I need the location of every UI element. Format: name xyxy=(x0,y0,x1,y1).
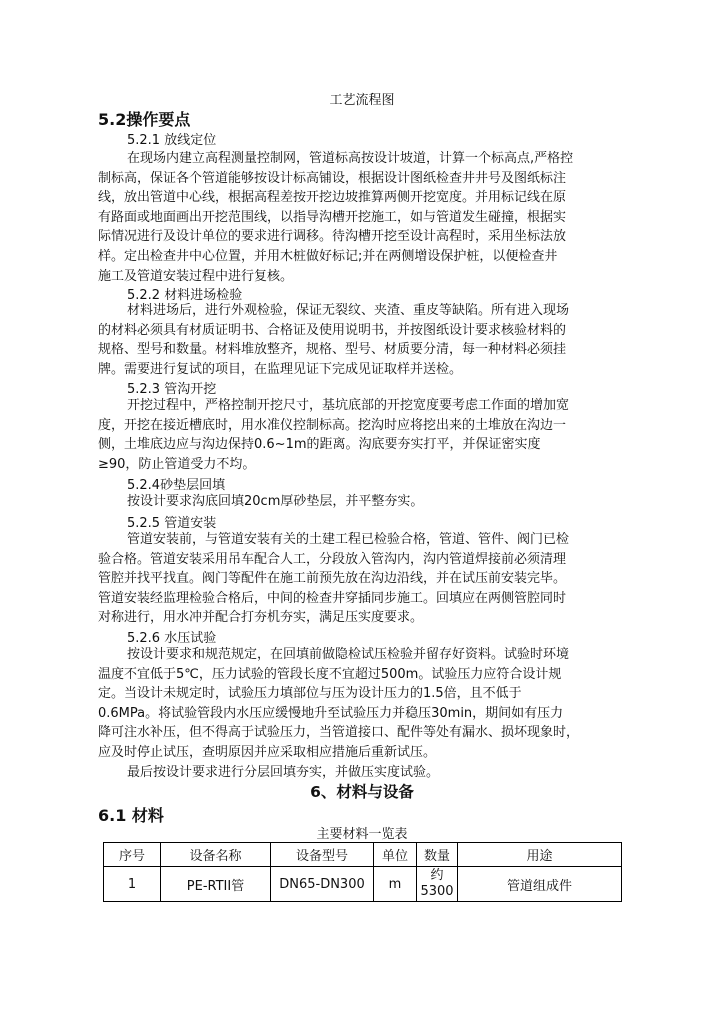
cell-use: 管道组成件 xyxy=(458,867,622,902)
subsection-title-5-2-2: 5.2.2 材料进场检验 xyxy=(127,288,243,303)
header-cell-name: 设备名称 xyxy=(161,843,271,867)
subsection-title-5-2-4: 5.2.4砂垫层回填 xyxy=(127,478,226,493)
text-line: 最后按设计要求进行分层回填夯实，并做压实度试验。 xyxy=(127,764,440,780)
text-line: 规格、型号和数量。材料堆放整齐，规格、型号、材质要分清，每一种材料必须挂 xyxy=(98,342,567,358)
text-line: 0.6MPa。将试验管段内水压应缓慢地升至试验压力并稳压30min，期间如有压力 xyxy=(98,705,564,721)
text-line: 管腔并找平找直。阀门等配件在施工前预先放在沟边沿线，并在试压前安装完毕。 xyxy=(98,571,567,587)
header-cell-no: 序号 xyxy=(104,843,161,867)
cell-name: PE-RTII管 xyxy=(161,867,271,902)
text-line: 验合格。管道安装采用吊车配合人工，分段放入管沟内，沟内管道焊接前必须清理 xyxy=(98,551,567,567)
figure-caption: 工艺流程图 xyxy=(329,93,395,108)
header-cell-model: 设备型号 xyxy=(271,843,374,867)
text-line: 制标高，保证各个管道能够按设计标高铺设，根据设计图纸检查井井号及图纸标注 xyxy=(98,170,567,186)
text-line: ≥90，防止管道受力不均。 xyxy=(98,456,256,472)
text-line: 度，开挖在接近槽底时，用水准仪控制标高。挖沟时应将挖出来的土堆放在沟边一 xyxy=(98,417,567,433)
text-line: 对称进行，用水冲并配合打夯机夯实，满足压实度要求。 xyxy=(98,610,424,626)
cell-model: DN65-DN300 xyxy=(271,867,374,902)
text-line: 线，放出管道中心线，根据高程差按开挖边坡推算两侧开挖宽度。并用标记线在原 xyxy=(98,190,567,206)
text-line: 在现场内建立高程测量控制网，管道标高按设计坡道，计算一个标高点,严格控 xyxy=(127,151,574,166)
paragraph-5-2-3 xyxy=(98,396,628,474)
text-line: 样。定出检查井中心位置，并用木桩做好标记;并在两侧增设保护桩，以便检查井 xyxy=(98,248,558,264)
text-line: 的材料必须具有材质证明书、合格证及使用说明书，并按图纸设计要求核验材料的 xyxy=(98,322,567,338)
text-line: 开挖过程中，严格控制开挖尺寸，基坑底部的开挖宽度要考虑工作面的增加宽 xyxy=(127,398,570,413)
text-line: 按设计要求沟底回填20cm厚砂垫层，并平整夯实。 xyxy=(127,494,424,509)
section-heading-5-2: 5.2操作要点 xyxy=(98,110,191,129)
subsection-title-5-2-3: 5.2.3 管沟开挖 xyxy=(127,382,217,397)
qty-value: 5300 xyxy=(420,884,454,899)
table-title: 主要材料一览表 xyxy=(316,827,408,842)
text-line: 定。当设计未规定时，试验压力填部位与压为设计压力的1.5倍，且不低于 xyxy=(98,686,522,702)
header-cell-qty: 数量 xyxy=(417,843,458,867)
paragraph-5-2-1 xyxy=(98,149,628,286)
text-line: 牌。需要进行复试的项目，在监理见证下完成见证取样并送检。 xyxy=(98,361,463,377)
text-line: 侧，土堆底边应与沟边保持0.6~1m的距离。沟底要夯实打平，并保证密实度 xyxy=(98,437,541,453)
chapter-title-6: 6、材料与设备 xyxy=(310,783,414,801)
text-line: 降可注水补压，但不得高于试验压力，当管道接口、配件等处有漏水、损坏现象时， xyxy=(98,725,580,741)
text-line: 际情况进行及设计单位的要求进行调移。待沟槽开挖至设计高程时，采用坐标法放 xyxy=(98,229,567,245)
header-cell-unit: 单位 xyxy=(374,843,417,867)
text-line: 材料进场后，进行外观检验，保证无裂纹、夹渣、重皮等缺陷。所有进入现场 xyxy=(127,303,570,318)
text-line: 按设计要求和规范规定，在回填前做隐检试压检验并留存好资料。试验时环境 xyxy=(127,647,570,662)
materials-table xyxy=(103,842,622,902)
text-line: 管道安装经监理检验合格后，中间的检查井穿插同步施工。回填应在两侧管腔同时 xyxy=(98,590,567,606)
paragraph-5-2-2 xyxy=(98,301,628,379)
paragraph-5-2-4 xyxy=(98,492,628,512)
qty-prefix: 约 xyxy=(430,868,444,883)
text-line: 施工及管道安装过程中进行复核。 xyxy=(98,268,294,284)
text-line: 温度不宜低于5℃，压力试验的管段长度不宜超过500m。试验压力应符合设计规 xyxy=(98,666,562,682)
table-row xyxy=(104,867,622,902)
table-header-row xyxy=(104,843,622,867)
text-line: 有路面或地面画出开挖范围线，以指导沟槽开挖施工，如与管道发生碰撞，根据实 xyxy=(98,209,567,225)
section-heading-6-1: 6.1 材料 xyxy=(98,806,164,825)
cell-no: 1 xyxy=(104,867,161,902)
header-cell-use: 用途 xyxy=(458,843,622,867)
subsection-title-5-2-5: 5.2.5 管道安装 xyxy=(127,516,217,531)
cell-qty xyxy=(417,867,458,902)
paragraph-5-2-5 xyxy=(98,530,628,628)
text-line: 管道安装前，与管道安装有关的土建工程已检验合格，管道、管件、阀门已检 xyxy=(127,532,570,547)
subsection-title-5-2-1: 5.2.1 放线定位 xyxy=(127,133,217,148)
subsection-title-5-2-6: 5.2.6 水压试验 xyxy=(127,631,217,646)
cell-unit: m xyxy=(374,867,417,902)
text-line: 应及时停止试压，查明原因并应采取相应措施后重新试压。 xyxy=(98,744,437,760)
paragraph-5-2-6 xyxy=(98,645,628,782)
